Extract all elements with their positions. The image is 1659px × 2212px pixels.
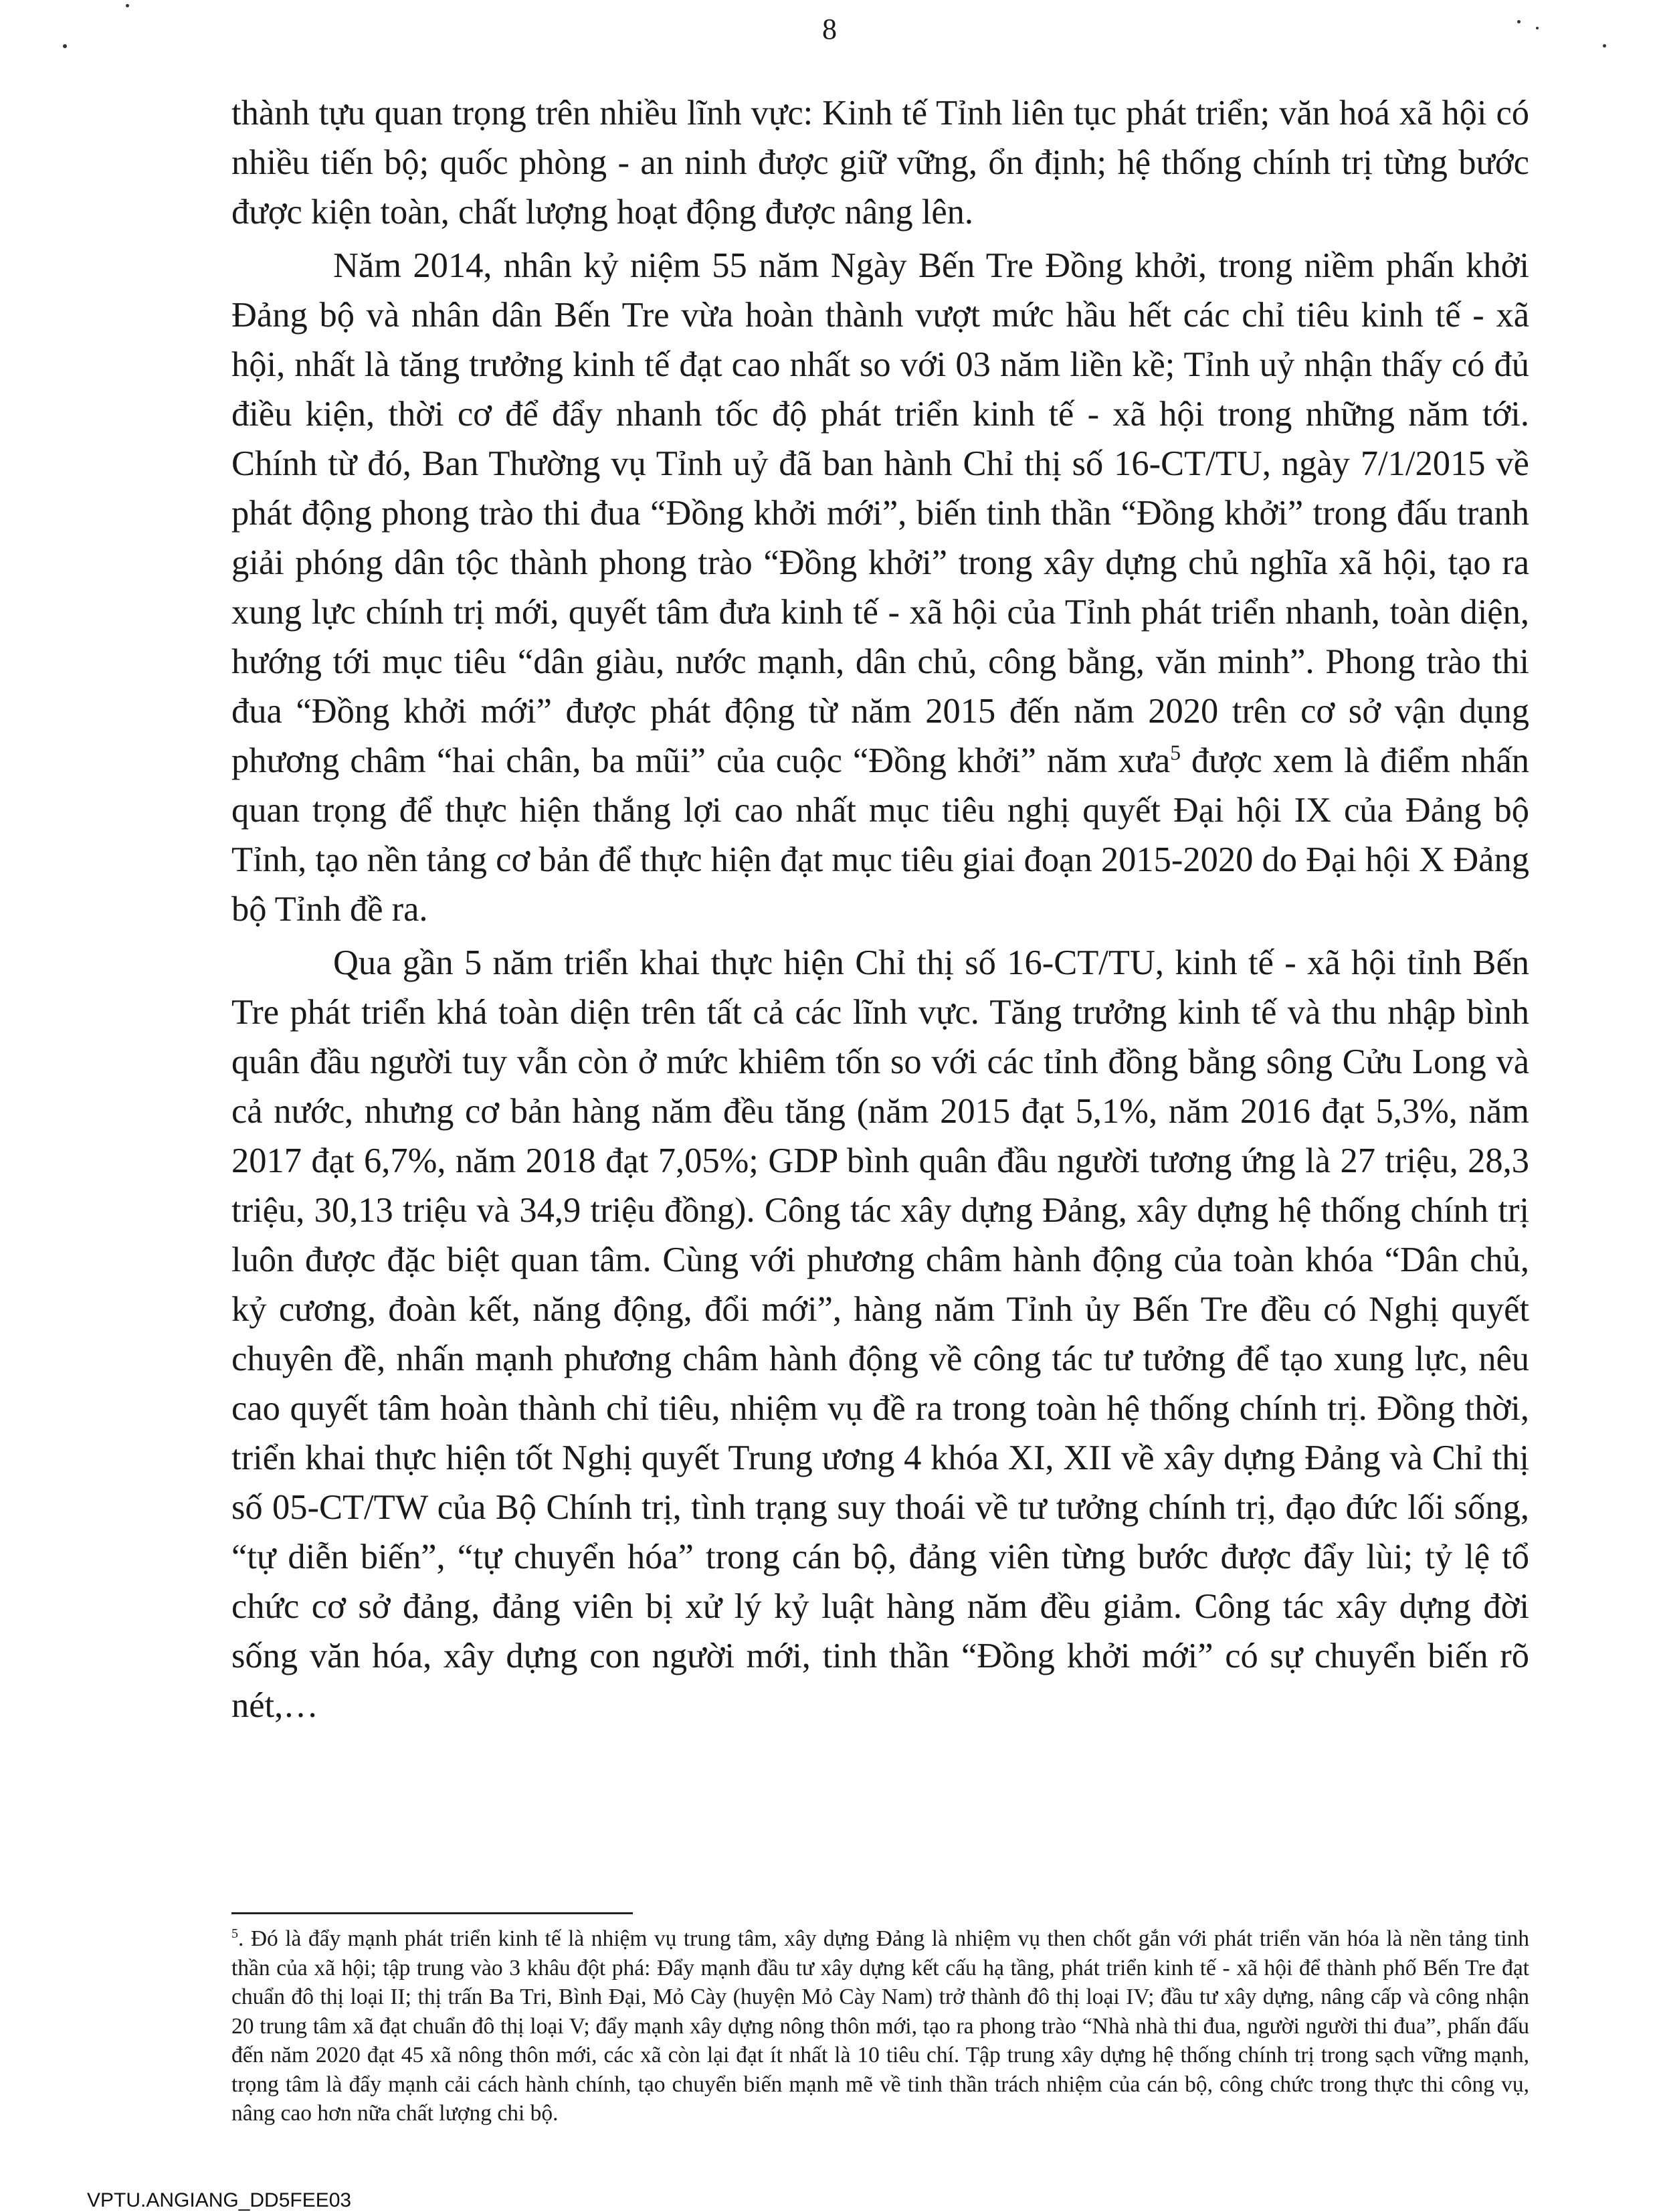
scan-speck (1536, 27, 1539, 29)
paragraph-text: được xem là điểm nhấn quan trọng để thực hiện thắng lợi cao nhất mục tiêu nghị quyết Đại hội IX của Đảng bộ Tỉnh, tạo nền tảng cơ bản để thực hiện đạt mục tiêu giai đoạn 2015-2020 do Đại hội X Đảng bộ Tỉnh đề ra. (231, 741, 1530, 929)
footnote-marker: 5 (231, 1926, 239, 1941)
footnote (231, 1924, 1529, 2128)
paragraph-results: Qua gần 5 năm triển khai thực hiện Chỉ thị số 16-CT/TU, kinh tế - xã hội tỉnh Bến Tre phát triển khá toàn diện trên tất cả các lĩnh vực. Tăng trưởng kinh tế và thu nhập bình quân đầu người tuy vẫn còn ở mức khiêm tốn so với các tỉnh đồng bằng sông Cửu Long và cả nước, nhưng cơ bản hàng năm đều tăng (năm 2015 đạt 5,1%, năm 2016 đạt 5,3%, năm 2017 đạt 6,7%, năm 2018 đạt 7,05%; GDP bình quân đầu người tương ứng là 27 triệu, 28,3 triệu, 30,13 triệu và 34,9 triệu đồng). Công tác xây dựng Đảng, xây dựng hệ thống chính trị luôn được đặc biệt quan tâm. Cùng với phương châm hành động của toàn khóa “Dân chủ, kỷ cương, đoàn kết, năng động, đổi mới”, hàng năm Tỉnh ủy Bến Tre đều có Nghị quyết chuyên đề, nhấn mạnh phương châm hành động về công tác tư tưởng để tạo xung lực, nêu cao quyết tâm hoàn thành chỉ tiêu, nhiệm vụ đề ra trong toàn hệ thống chính trị. Đồng thời, triển khai thực hiện tốt Nghị quyết Trung ương 4 khóa XI, XII về xây dựng Đảng và Chỉ thị số 05-CT/TW của Bộ Chính trị, tình trạng suy thoái về tư tưởng chính trị, đạo đức lối sống, “tự diễn biến”, “tự chuyển hóa” trong cán bộ, đảng viên từng bước được đẩy lùi; tỷ lệ tổ chức cơ sở đảng, đảng viên bị xử lý kỷ luật hàng năm đều giảm. Công tác xây dựng đời sống văn hóa, xây dựng con người mới, tinh thần “Đồng khởi mới” có sự chuyển biến rõ nét,… (231, 943, 1529, 1725)
footnote-separator (231, 1912, 633, 1914)
scan-speck (1603, 44, 1606, 48)
paragraph-text: Năm 2014, nhân kỷ niệm 55 năm Ngày Bến Tre Đồng khởi, trong niềm phấn khởi Đảng bộ và nhân dân Bến Tre vừa hoàn thành vượt mức hầu hết các chỉ tiêu kinh tế - xã hội, nhất là tăng trưởng kinh tế đạt cao nhất so với 03 năm liền kề; Tỉnh uỷ nhận thấy có đủ điều kiện, thời cơ để đẩy nhanh tốc độ phát triển kinh tế - xã hội trong những năm tới. Chính từ đó, Ban Thường vụ Tỉnh uỷ đã ban hành Chỉ thị số 16-CT/TU, ngày 7/1/2015 về phát động phong trào thi đua “Đồng khởi mới”, biến tinh thần “Đồng khởi” trong đấu tranh giải phóng dân tộc thành phong trào “Đồng khởi” trong xây dựng chủ nghĩa xã hội, tạo ra xung lực chính trị mới, quyết tâm đưa kinh tế - xã hội của Tỉnh phát triển nhanh, toàn diện, hướng tới mục tiêu “dân giàu, nước mạnh, dân chủ, công bằng, văn minh”. Phong trào thi đua “Đồng khởi mới” được phát động từ năm 2015 đến năm 2020 trên cơ sở vận dụng phương châm “hai chân, ba mũi” của cuộc “Đồng khởi” năm xưa (231, 246, 1529, 780)
scan-speck (1517, 20, 1521, 23)
page-number: 8 (822, 13, 837, 45)
document-stamp: VPTU.ANGIANG_DD5FEE03 (87, 2189, 352, 2211)
paragraph-continuation: thành tựu quan trọng trên nhiều lĩnh vực: Kinh tế Tỉnh liên tục phát triển; văn hoá xã hội có nhiều tiến bộ; quốc phòng - an ninh được giữ vững, ổn định; hệ thống chính trị từng bước được kiện toàn, chất lượng hoạt động được nâng lên. (231, 94, 1529, 232)
body-text (231, 88, 1529, 1730)
footnote-text: . Đó là đẩy mạnh phát triển kinh tế là nhiệm vụ trung tâm, xây dựng Đảng là nhiệm vụ then chốt gắn với phát triển văn hóa là nền tảng tinh thần của xã hội; tập trung vào 3 khâu đột phá: Đẩy mạnh đầu tư xây dựng kết cấu hạ tầng, phát triển kinh tế - xã hội để thành phố Bến Tre đạt chuẩn đô thị loại II; thị trấn Ba Tri, Bình Đại, Mỏ Cày (huyện Mỏ Cày Nam) trở thành đô thị loại IV; đầu tư xây dựng, nâng cấp và công nhận 20 trung tâm xã đạt chuẩn đô thị loại V; đẩy mạnh xây dựng nông thôn mới, tạo ra phong trào “Nhà nhà thi đua, người người thi đua”, phấn đấu đến năm 2020 đạt 45 xã nông thôn mới, các xã còn lại đạt ít nhất là 10 tiêu chí. Tập trung xây dựng hệ thống chính trị trong sạch vững mạnh, trọng tâm là đẩy mạnh cải cách hành chính, tạo chuyển biến mạnh mẽ về tinh thần trách nhiệm của cán bộ, công chức trong thực thi công vụ, nâng cao hơn nữa chất lượng chi bộ. (231, 1926, 1529, 2126)
paragraph-dong-khoi-moi (231, 241, 1529, 934)
scan-speck (63, 44, 67, 48)
scan-speck (126, 4, 129, 7)
footnote-reference[interactable]: 5 (1170, 741, 1181, 765)
